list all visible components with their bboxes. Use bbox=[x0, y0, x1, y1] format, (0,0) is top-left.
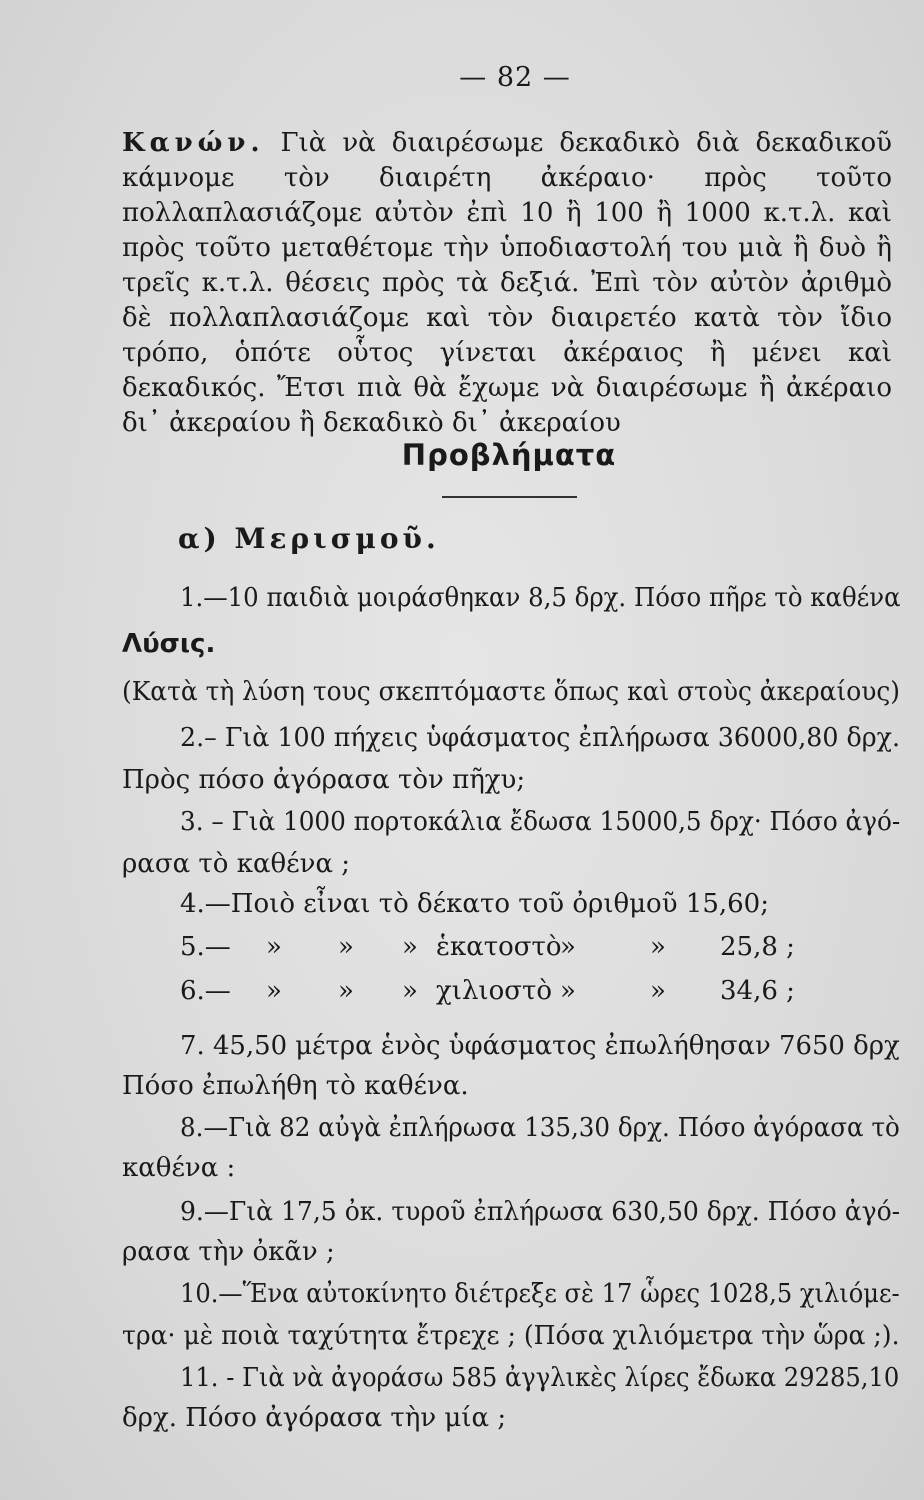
ditto-mark: » bbox=[266, 976, 282, 1006]
problem-2-line-2: Πρὸς πόσο ἀγόρασα τὸν πῆχυ; bbox=[122, 765, 526, 795]
page-number: — 82 — bbox=[459, 62, 571, 93]
problem-5-value: 25,8 ; bbox=[720, 932, 795, 962]
problem-6-word: χιλιοστὸ bbox=[436, 976, 553, 1006]
heading-divider bbox=[442, 496, 577, 498]
problem-7-line-1: 7. 45,50 μέτρα ἑνὸς ὑφάσματος ἐπωλήθησαν 7650 δρχ bbox=[180, 1031, 900, 1061]
ditto-mark: » bbox=[650, 976, 666, 1006]
rule-paragraph bbox=[122, 126, 892, 441]
problem-6-value: 34,6 ; bbox=[720, 976, 795, 1006]
problem-11-line-2: δρχ. Πόσο ἀγόρασα τὴν μία ; bbox=[122, 1403, 507, 1433]
ditto-mark: » bbox=[402, 932, 418, 962]
problem-3-line-2: ρασα τὸ καθένα ; bbox=[122, 849, 351, 879]
problem-10-line-1: 10.—Ἕνα αὐτοκίνητο διέτρεξε σὲ 17 ὧρες 1028,5 χιλιόμε- bbox=[180, 1279, 900, 1309]
ditto-mark: » bbox=[560, 932, 576, 962]
problem-5-word: ἑκατοστὸ bbox=[436, 932, 562, 962]
problem-7-line-2: Πόσο ἐπωλήθη τὸ καθένα. bbox=[122, 1071, 469, 1101]
rule-title: Κανών. bbox=[122, 128, 265, 158]
ditto-mark: » bbox=[338, 976, 354, 1006]
ditto-mark: » bbox=[650, 932, 666, 962]
problem-3-line-1: 3. – Γιὰ 1000 πορτοκάλια ἔδωσα 15000,5 δρχ· Πόσο ἀγό- bbox=[180, 807, 901, 837]
solution-note: (Κατὰ τὴ λύση τους σκεπτόμαστε ὅπως καὶ στοὺς ἀκεραίους) bbox=[122, 677, 900, 707]
problem-2-line-1: 2.– Γιὰ 100 πήχεις ὑφάσματος ἐπλήρωσα 36000,80 δρχ. bbox=[180, 723, 901, 753]
problem-10-line-2: τρα· μὲ ποιὰ ταχύτητα ἔτρεχε ; (Πόσα χιλιόμετρα τὴν ὥρα ;). bbox=[122, 1321, 900, 1351]
problem-6-number: 6.— bbox=[180, 976, 231, 1006]
ditto-mark: » bbox=[402, 976, 418, 1006]
problem-5-number: 5.— bbox=[180, 932, 231, 962]
problem-8-line-1: 8.—Γιὰ 82 αὐγὰ ἐπλήρωσα 135,30 δρχ. Πόσο ἀγόρασα τὸ bbox=[180, 1113, 900, 1143]
ditto-mark: » bbox=[560, 976, 576, 1006]
ditto-mark: » bbox=[266, 932, 282, 962]
problem-6 bbox=[180, 976, 795, 1008]
problem-5 bbox=[180, 932, 795, 964]
section-title: α) Μερισμοῦ. bbox=[178, 522, 440, 555]
rule-text: Γιὰ νὰ διαιρέσωμε δεκαδικὸ διὰ δεκαδικοῦ κάμνομε τὸν διαιρέτη ἀκέραιο· πρὸς τοῦτο πολλαπλασιάζομε αὐτὸν ἐπὶ 10 ἢ 100 ἢ 1000 κ.τ.λ. καὶ πρὸς τοῦτο μεταθέτομε τὴν ὑποδιαστολή του μιὰ ἢ δυὸ ἢ τρεῖς κ.τ.λ. θέσεις πρὸς τὰ δεξιά. Ἐπὶ τὸν αὐτὸν ἀριθμὸ δὲ πολλαπλασιάζομε καὶ τὸν διαιρετέο κατὰ τὸν ἴδιο τρόπο, ὁπότε οὗτος γίνεται ἀκέραιος ἢ μένει καὶ δεκαδικός. Ἔτσι πιὰ θὰ ἔχωμε νὰ διαιρέσωμε ἢ ἀκέραιο δι᾽ ἀκεραίου ἢ δεκαδικὸ δι᾽ ἀκεραίου bbox=[122, 128, 892, 438]
problem-9-line-1: 9.—Γιὰ 17,5 ὀκ. τυροῦ ἐπλήρωσα 630,50 δρχ. Πόσο ἀγό- bbox=[180, 1197, 901, 1227]
problem-8-line-2: καθένα : bbox=[122, 1153, 236, 1183]
problems-heading: Προβλήματα bbox=[401, 438, 617, 472]
ditto-mark: » bbox=[338, 932, 354, 962]
problem-9-line-2: ρασα τὴν ὀκᾶν ; bbox=[122, 1237, 335, 1267]
problem-11-line-1: 11. - Γιὰ νὰ ἀγοράσω 585 ἀγγλικὲς λίρες ἔδωκα 29285,10 bbox=[180, 1363, 900, 1393]
problem-1: 1.—10 παιδιὰ μοιράσθηκαν 8,5 δρχ. Πόσο πῆρε τὸ καθένα bbox=[180, 583, 901, 613]
problem-4: 4.—Ποιὸ εἶναι τὸ δέκατο τοῦ ὀριθμοῦ 15,60; bbox=[180, 889, 769, 919]
solution-label: Λύσις. bbox=[122, 629, 216, 659]
